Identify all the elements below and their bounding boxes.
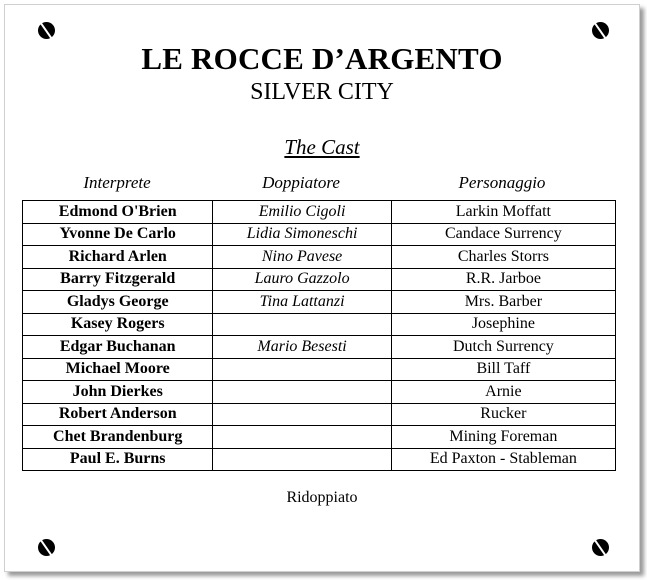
cast-plaque: [4, 4, 640, 572]
column-header-role: Personaggio: [458, 173, 546, 192]
table-row: [23, 426, 616, 449]
voice-cell: [213, 448, 391, 471]
table-row: [23, 403, 616, 426]
table-row: [23, 358, 616, 381]
actor-cell: John Dierkes: [23, 381, 213, 404]
cast-heading-text: The Cast: [284, 135, 360, 159]
table-row: [23, 223, 616, 246]
actor-cell: Paul E. Burns: [23, 448, 213, 471]
table-row: [23, 381, 616, 404]
role-cell: R.R. Jarboe: [391, 268, 615, 291]
role-cell: Arnie: [391, 381, 615, 404]
screw-icon: [592, 539, 609, 556]
voice-cell: [213, 426, 391, 449]
voice-cell: Nino Pavese: [213, 246, 391, 269]
screw-icon: [38, 539, 55, 556]
voice-cell: Emilio Cigoli: [213, 201, 391, 224]
actor-cell: Kasey Rogers: [23, 313, 213, 336]
table-row: [23, 201, 616, 224]
voice-cell: Mario Besesti: [213, 336, 391, 359]
role-cell: Candace Surrency: [391, 223, 615, 246]
page-title: LE ROCCE D’ARGENTO: [141, 41, 503, 76]
table-row: [23, 313, 616, 336]
table-row: [23, 336, 616, 359]
table-row: [23, 291, 616, 314]
role-cell: Josephine: [391, 313, 615, 336]
role-cell: Ed Paxton - Stableman: [391, 448, 615, 471]
voice-cell: Lidia Simoneschi: [213, 223, 391, 246]
role-cell: Mining Foreman: [391, 426, 615, 449]
voice-cell: [213, 358, 391, 381]
role-cell: Larkin Moffatt: [391, 201, 615, 224]
actor-cell: Edmond O'Brien: [23, 201, 213, 224]
page-subtitle: SILVER CITY: [250, 79, 394, 105]
role-cell: Charles Storrs: [391, 246, 615, 269]
column-header-voice: Doppiatore: [262, 173, 340, 192]
actor-cell: Gladys George: [23, 291, 213, 314]
voice-cell: Tina Lattanzi: [213, 291, 391, 314]
cast-table: [22, 200, 616, 471]
voice-cell: [213, 403, 391, 426]
actor-cell: Robert Anderson: [23, 403, 213, 426]
table-row: [23, 246, 616, 269]
role-cell: Rucker: [391, 403, 615, 426]
voice-cell: [213, 381, 391, 404]
voice-cell: Lauro Gazzolo: [213, 268, 391, 291]
cast-heading: [5, 135, 639, 160]
table-row: [23, 268, 616, 291]
actor-cell: Michael Moore: [23, 358, 213, 381]
screw-icon: [38, 22, 55, 39]
footer-note: Ridoppiato: [286, 489, 358, 506]
actor-cell: Yvonne De Carlo: [23, 223, 213, 246]
actor-cell: Edgar Buchanan: [23, 336, 213, 359]
role-cell: Dutch Surrency: [391, 336, 615, 359]
role-cell: Bill Taff: [391, 358, 615, 381]
actor-cell: Barry Fitzgerald: [23, 268, 213, 291]
column-header-actor: Interprete: [83, 173, 151, 192]
role-cell: Mrs. Barber: [391, 291, 615, 314]
actor-cell: Richard Arlen: [23, 246, 213, 269]
voice-cell: [213, 313, 391, 336]
table-row: [23, 448, 616, 471]
screw-icon: [592, 22, 609, 39]
actor-cell: Chet Brandenburg: [23, 426, 213, 449]
